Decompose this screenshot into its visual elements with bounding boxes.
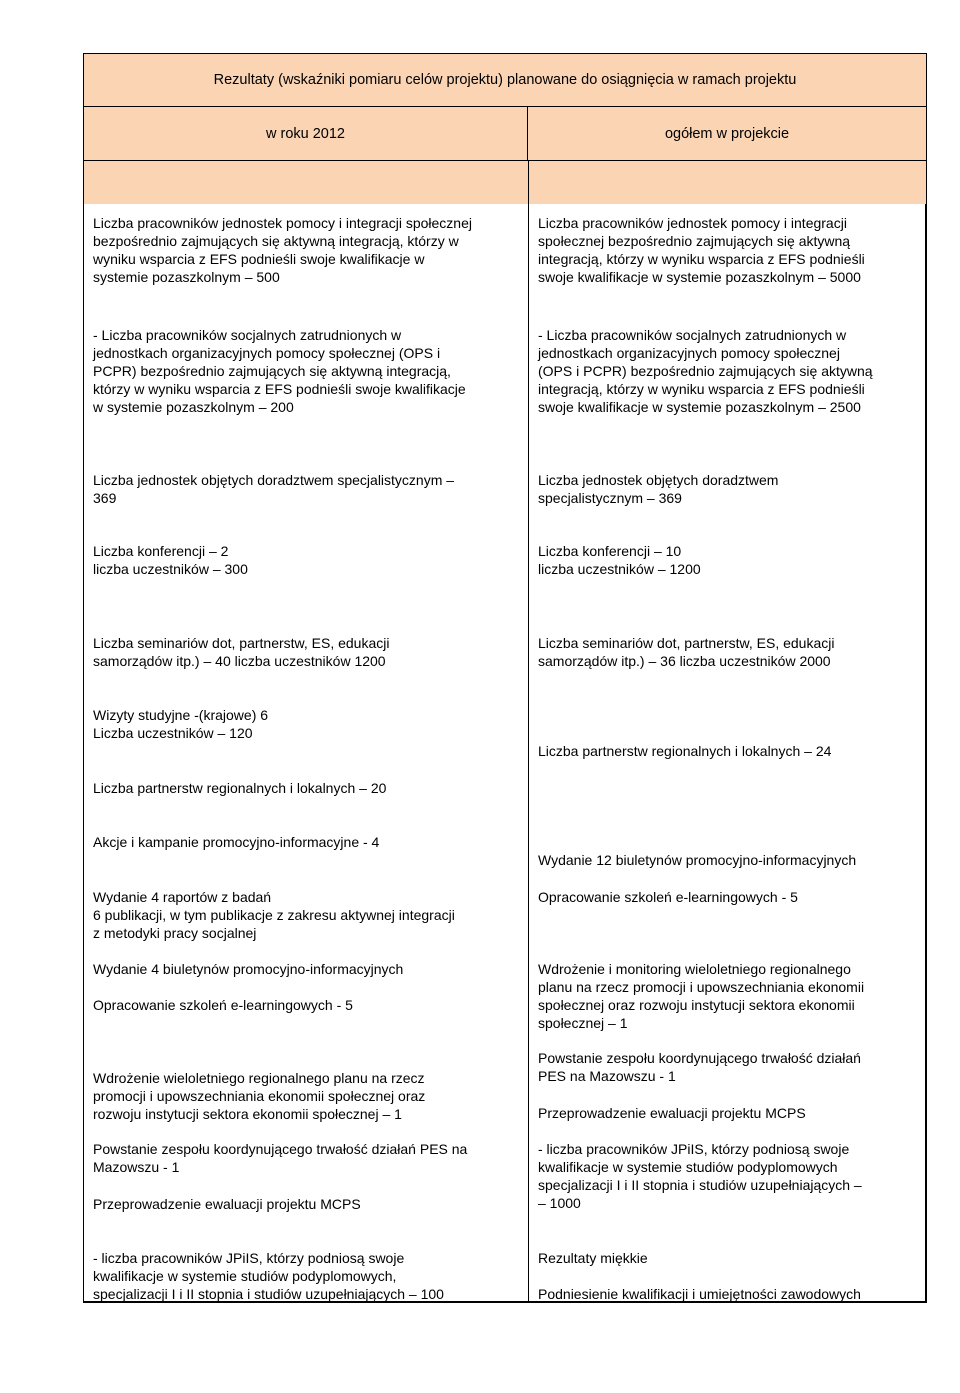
left-item-6: Wizyty studyjne -(krajowe) 6 Liczba uczestników – 120	[93, 707, 269, 741]
column-header-2012: w roku 2012	[84, 107, 528, 160]
right-item-7: Wydanie 12 biuletynów promocyjno-informacyjnych	[538, 852, 857, 868]
left-item-15: - liczba pracowników JPiIS, którzy podniosą swoje kwalifikacje w systemie studiów podyplomowych, specjalizacji I i II stopnia i studiów uzupełniających – 100	[93, 1250, 444, 1302]
left-item-11: Opracowanie szkoleń e-learningowych - 5	[93, 997, 353, 1013]
right-item-9: Wdrożenie i monitoring wieloletniego regionalnego planu na rzecz promocji i upowszechniania ekonomii społecznej oraz rozwoju instytucji sektora ekonomii społecznej – 1	[538, 961, 865, 1031]
left-item-14: Przeprowadzenie ewaluacji projektu MCPS	[93, 1196, 361, 1212]
left-item-7: Liczba partnerstw regionalnych i lokalnych – 20	[93, 780, 387, 796]
right-item-5: Liczba seminariów dot, partnerstw, ES, edukacji samorządów itp.) – 36 liczba uczestników 2000	[538, 635, 835, 669]
left-item-10: Wydanie 4 biuletynów promocyjno-informacyjnych	[93, 961, 404, 977]
right-item-8: Opracowanie szkoleń e-learningowych - 5	[538, 889, 798, 905]
left-item-8: Akcje i kampanie promocyjno-informacyjne - 4	[93, 834, 380, 850]
table-title: Rezultaty (wskaźniki pomiaru celów projektu) planowane do osiągnięcia w ramach projektu	[84, 54, 926, 107]
left-item-13: Powstanie zespołu koordynującego trwałość działań PES na Mazowszu - 1	[93, 1141, 468, 1175]
header-spacer	[84, 161, 926, 204]
right-item-2: - Liczba pracowników socjalnych zatrudnionych w jednostkach organizacyjnych pomocy społecznej (OPS i PCPR) bezpośrednio zajmujących się aktywną integracją, którzy w wyniku wsparcia z EFS podnieśli swoje kwalifikacje w systemie pozaszkolnym – 2500	[538, 327, 873, 415]
left-item-5: Liczba seminariów dot, partnerstw, ES, edukacji samorządów itp.) – 40 liczba uczestników 1200	[93, 635, 390, 669]
left-item-2: - Liczba pracowników socjalnych zatrudnionych w jednostkach organizacyjnych pomocy społecznej (OPS i PCPR) bezpośrednio zajmujących się aktywną integracją, którzy w wyniku wsparcia z EFS podnieśli swoje kwalifikacje w systemie pozaszkolnym – 200	[93, 327, 466, 415]
right-item-13: Rezultaty miękkie	[538, 1250, 648, 1266]
left-item-1: Liczba pracowników jednostek pomocy i integracji społecznej bezpośrednio zajmujących się aktywną integracją, którzy w wyniku wsparcia z EFS podnieśli swoje kwalifikacje w systemie pozaszkolnym – 500	[93, 215, 472, 285]
left-item-4: Liczba konferencji – 2 liczba uczestników – 300	[93, 543, 248, 577]
right-item-1: Liczba pracowników jednostek pomocy i integracji społecznej bezpośrednio zajmujących się aktywną integracją, którzy w wyniku wsparcia z EFS podnieśli swoje kwalifikacje w systemie pozaszkolnym – 5000	[538, 215, 865, 285]
column-header-total: ogółem w projekcie	[664, 125, 790, 142]
left-item-12: Wdrożenie wieloletniego regionalnego planu na rzecz promocji i upowszechniania ekonomii społecznej oraz rozwoju instytucji sektora ekonomii społecznej – 1	[93, 1070, 426, 1122]
column-divider	[528, 161, 529, 1303]
right-item-4: Liczba konferencji – 10 liczba uczestników – 1200	[538, 543, 701, 577]
right-item-10: Powstanie zespołu koordynującego trwałość działań PES na Mazowszu - 1	[538, 1050, 861, 1084]
right-item-14: Podniesienie kwalifikacji i umiejętności zawodowych	[538, 1286, 861, 1302]
right-item-6: Liczba partnerstw regionalnych i lokalnych – 24	[538, 743, 832, 759]
right-item-12: - liczba pracowników JPiIS, którzy podniosą swoje kwalifikacje w systemie studiów podyplomowych specjalizacji I i II stopnia i studiów uzupełniających – – 1000	[538, 1141, 862, 1211]
left-item-3: Liczba jednostek objętych doradztwem specjalistycznym – 369	[93, 472, 455, 506]
column-headers	[84, 107, 926, 161]
right-item-3: Liczba jednostek objętych doradztwem specjalistycznym – 369	[538, 472, 779, 506]
left-item-9: Wydanie 4 raportów z badań 6 publikacji, w tym publikacje z zakresu aktywnej integracji z metodyki pracy socjalnej	[93, 889, 455, 941]
right-item-11: Przeprowadzenie ewaluacji projektu MCPS	[538, 1105, 806, 1121]
